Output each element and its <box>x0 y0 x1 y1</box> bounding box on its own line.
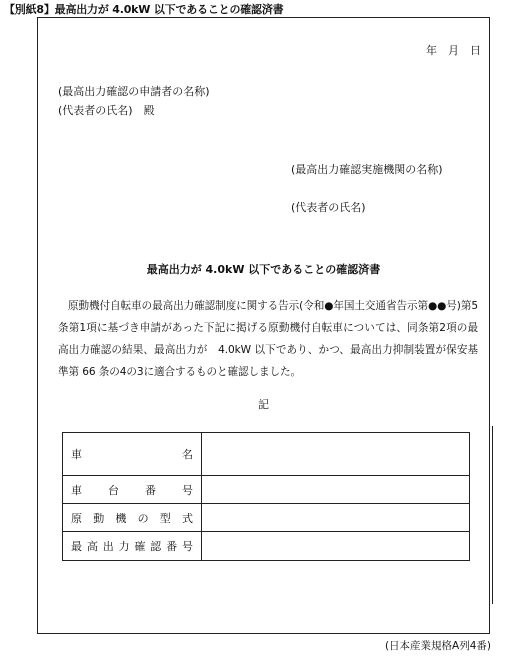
certificate-body <box>58 295 478 383</box>
agency-name: (最高出力確認実施機関の名称) <box>291 163 443 176</box>
body-paragraph: 原動機付自転車の最高出力確認制度に関する告示(令和●年国土交通省告示第●●号)第5条第1項に基づき申請があった下記に掲げる原動機付自転車については、同条第2項の最高出力確認の結果、最高出力が 4.0kW 以下であり、かつ、最高出力抑制装置が保安基準第 66 条の4の3に適合するものと確認しました。 <box>58 300 478 378</box>
certificate-title: 最高出力が 4.0kW 以下であることの確認済書 <box>146 263 381 276</box>
vehicle-info-table <box>62 432 470 561</box>
row-label-confirmation-number: 最高出力確認番号 <box>63 532 202 561</box>
document-header-title: 【別紙8】最高出力が 4.0kW 以下であることの確認済書 <box>4 3 284 16</box>
row-label-part: 名 <box>182 448 193 461</box>
ki-label: 記 <box>258 398 269 411</box>
paper-size-note: (日本産業規格A列4番) <box>384 640 491 652</box>
applicant-name: (最高出力確認の申請者の名称) <box>58 85 210 98</box>
row-label-engine-type: 原動機の型式 <box>63 504 202 532</box>
margin-line <box>492 426 493 604</box>
row-label-part: 車 <box>71 448 82 461</box>
engine-type-value <box>202 504 470 532</box>
applicant-representative: (代表者の氏名) 殿 <box>58 104 155 117</box>
table-row <box>63 433 470 476</box>
date-line: 年 月 日 <box>426 44 481 57</box>
table-row <box>63 532 470 561</box>
row-label-vehicle-name <box>63 433 202 476</box>
certificate-frame <box>37 17 490 634</box>
agency-representative: (代表者の氏名) <box>291 201 366 214</box>
row-label-chassis-number: 車台番号 <box>63 476 202 504</box>
table-row <box>63 476 470 504</box>
chassis-number-value <box>202 476 470 504</box>
table-row <box>63 504 470 532</box>
vehicle-name-value <box>202 433 470 476</box>
confirmation-number-value <box>202 532 470 561</box>
applicant-block <box>58 82 210 120</box>
